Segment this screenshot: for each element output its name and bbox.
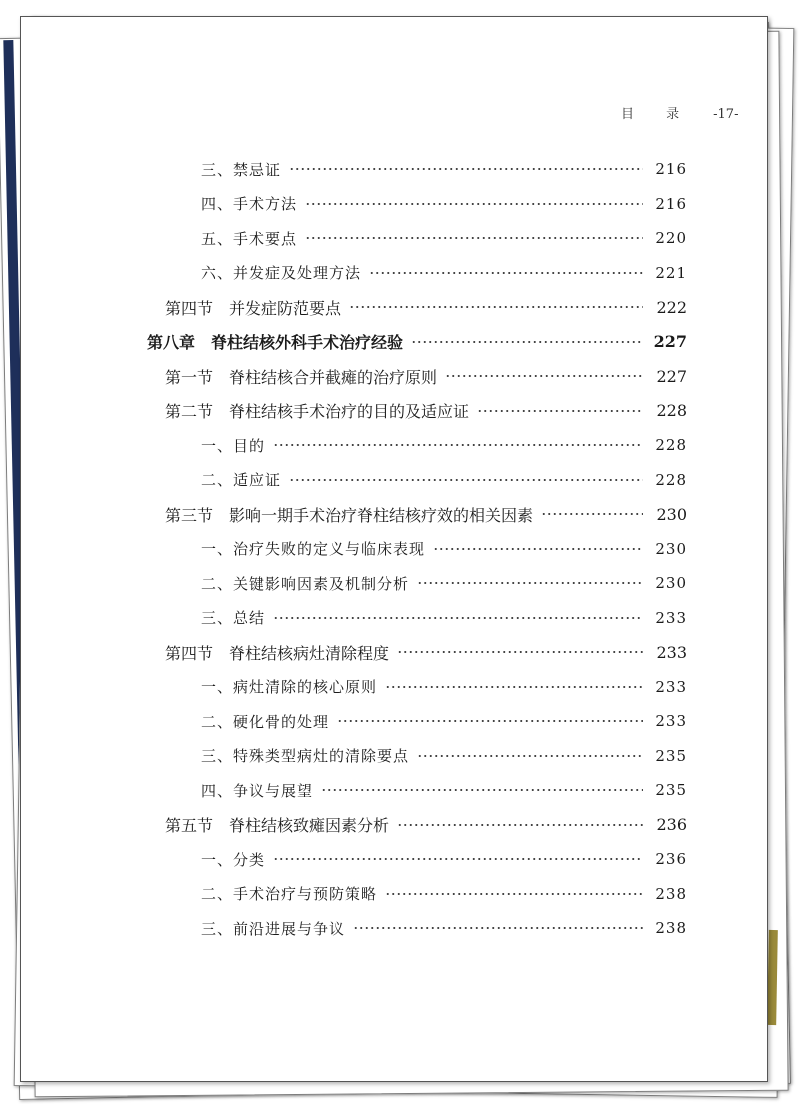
toc-entry-title (201, 883, 377, 904)
toc-entry[interactable] (21, 778, 767, 802)
toc-entry-page-number: 216 (655, 194, 687, 213)
toc-entry[interactable] (21, 261, 767, 285)
section-number: 第五节 (165, 816, 214, 835)
toc-entry[interactable] (21, 502, 767, 526)
toc-entry-page-number: 238 (655, 884, 687, 903)
toc-entry[interactable] (21, 364, 767, 388)
toc-entry-title (165, 813, 389, 836)
dot-leader (273, 858, 643, 860)
dot-leader (397, 824, 643, 826)
toc-entry-title (201, 676, 377, 697)
dot-leader (289, 479, 643, 481)
toc-entry-label: 并发症防范要点 (229, 298, 342, 318)
toc-entry[interactable] (21, 571, 767, 595)
toc-entry-page-number: 236 (656, 815, 687, 834)
toc-entry-title (201, 193, 297, 214)
book-cover-edge (767, 930, 778, 1025)
toc-entry-label: 脊柱结核病灶清除程度 (229, 643, 390, 663)
section-number: 第二节 (165, 402, 214, 421)
toc-entry-label: 二、硬化骨的处理 (201, 712, 330, 731)
toc-entry-title (201, 538, 425, 559)
section-number: 第三节 (165, 505, 214, 525)
toc-entry-label: 三、禁忌证 (201, 160, 282, 179)
dot-leader (353, 927, 643, 929)
dot-leader (433, 548, 643, 550)
toc-entry-page-number: 230 (656, 504, 687, 524)
toc-entry-page-number: 228 (655, 470, 687, 489)
toc-page (20, 16, 768, 1082)
toc-entry-title (201, 159, 281, 180)
dot-leader (273, 617, 643, 619)
section-number: 第四节 (165, 643, 214, 663)
section-number: 第四节 (165, 298, 214, 318)
toc-entry-page-number: 233 (656, 642, 687, 662)
dot-leader (397, 651, 643, 653)
toc-entry[interactable] (21, 640, 767, 664)
toc-entry-title (165, 503, 533, 526)
toc-entry[interactable] (21, 744, 767, 768)
toc-entry-title (201, 918, 345, 939)
toc-entry-title (201, 573, 409, 594)
toc-entry-title (165, 365, 437, 388)
toc-entry-page-number: 216 (655, 160, 687, 178)
toc-entry-label: 三、前沿进展与争议 (201, 919, 346, 938)
toc-entry-title (201, 607, 265, 628)
toc-entry-label: 三、总结 (201, 609, 266, 627)
dot-leader (445, 375, 643, 377)
dot-leader (369, 272, 643, 274)
toc-entry-page-number: 230 (655, 539, 687, 558)
toc-entry-title (201, 780, 313, 801)
toc-entry[interactable] (21, 399, 767, 423)
dot-leader (385, 893, 643, 895)
toc-entry[interactable] (21, 433, 767, 457)
toc-entry-label: 二、关键影响因素及机制分析 (201, 574, 410, 593)
running-header (621, 103, 738, 122)
toc-entry[interactable] (21, 537, 767, 561)
toc-entry-page-number: 228 (656, 401, 687, 420)
dot-leader (337, 720, 643, 722)
toc-entry-title (201, 262, 361, 283)
dot-leader (411, 341, 643, 343)
toc-entry[interactable] (21, 916, 767, 940)
toc-entry[interactable] (21, 813, 767, 837)
toc-entry-label: 六、并发症及处理方法 (201, 264, 362, 282)
toc-entry-label: 脊柱结核致瘫因素分析 (229, 816, 390, 835)
chapter-number: 第八章 (147, 333, 196, 352)
toc-entry[interactable] (21, 192, 767, 216)
toc-entry-title (201, 745, 409, 766)
toc-entry-page-number: 235 (655, 746, 687, 765)
toc-entry-label: 影响一期手术治疗脊柱结核疗效的相关因素 (229, 505, 534, 525)
toc-entry-label: 一、目的 (201, 436, 266, 455)
toc-entry-label: 脊柱结核手术治疗的目的及适应证 (229, 402, 470, 421)
toc-entry[interactable] (21, 847, 767, 871)
toc-entry-page-number: 220 (655, 229, 687, 247)
toc-entry-page-number: 228 (655, 436, 687, 454)
toc-entry-label: 脊柱结核外科手术治疗经验 (211, 333, 404, 352)
toc-entry-label: 四、手术方法 (201, 195, 298, 213)
dot-leader (477, 410, 643, 412)
toc-entry-page-number: 230 (655, 574, 687, 592)
toc-entry-label: 一、分类 (201, 850, 266, 869)
dot-leader (541, 513, 643, 515)
dot-leader (305, 203, 643, 205)
toc-entry-title (201, 849, 265, 870)
toc-entry-title (201, 435, 265, 456)
toc-entry[interactable] (21, 709, 767, 733)
toc-entry-page-number: 227 (656, 366, 687, 386)
toc-entry-page-number: 227 (653, 332, 687, 351)
toc-entry-label: 二、适应证 (201, 471, 282, 489)
toc-entry[interactable] (21, 882, 767, 906)
toc-entry-page-number: 236 (655, 850, 687, 868)
toc-entry-label: 三、特殊类型病灶的清除要点 (201, 747, 410, 765)
dot-leader (321, 789, 643, 791)
toc-entry-page-number: 233 (655, 712, 687, 730)
toc-entry-page-number: 222 (656, 297, 687, 317)
toc-entry-title (165, 641, 389, 664)
toc-entry-label: 五、手术要点 (201, 229, 298, 248)
header-title: 目 录 (621, 107, 694, 122)
toc-entry[interactable] (21, 468, 767, 492)
toc-entry-label: 二、手术治疗与预防策略 (201, 885, 378, 903)
toc-entry[interactable] (21, 295, 767, 319)
dot-leader (289, 168, 643, 170)
toc-entry-page-number: 235 (655, 781, 687, 799)
dot-leader (417, 755, 643, 757)
toc-entry-title (165, 296, 341, 319)
toc-entry-title (201, 711, 329, 732)
section-number: 第一节 (165, 367, 214, 387)
dot-leader (385, 686, 643, 688)
toc-entry-page-number: 238 (655, 919, 687, 937)
toc-entry[interactable] (21, 226, 767, 250)
toc-entry-title (201, 469, 281, 490)
toc-entry[interactable] (21, 606, 767, 630)
toc-entry-label: 一、病灶清除的核心原则 (201, 678, 378, 696)
toc-entry[interactable] (21, 330, 767, 354)
dot-leader (273, 444, 643, 446)
toc-entry[interactable] (21, 157, 767, 181)
toc-entry-label: 四、争议与展望 (201, 781, 314, 800)
toc-entry-page-number: 233 (655, 608, 687, 627)
header-page-number: -17- (713, 107, 739, 122)
toc-entry-page-number: 221 (655, 263, 687, 282)
toc-entry-title (147, 330, 403, 353)
toc-entry-label: 脊柱结核合并截瘫的治疗原则 (229, 367, 438, 387)
toc-entry-label: 一、治疗失败的定义与临床表现 (201, 540, 426, 558)
toc-entry-title (165, 399, 469, 422)
toc-entry-page-number: 233 (655, 677, 687, 696)
dot-leader (349, 306, 643, 308)
toc-entry[interactable] (21, 675, 767, 699)
dot-leader (305, 237, 643, 239)
toc-entry-title (201, 228, 297, 249)
dot-leader (417, 582, 643, 584)
